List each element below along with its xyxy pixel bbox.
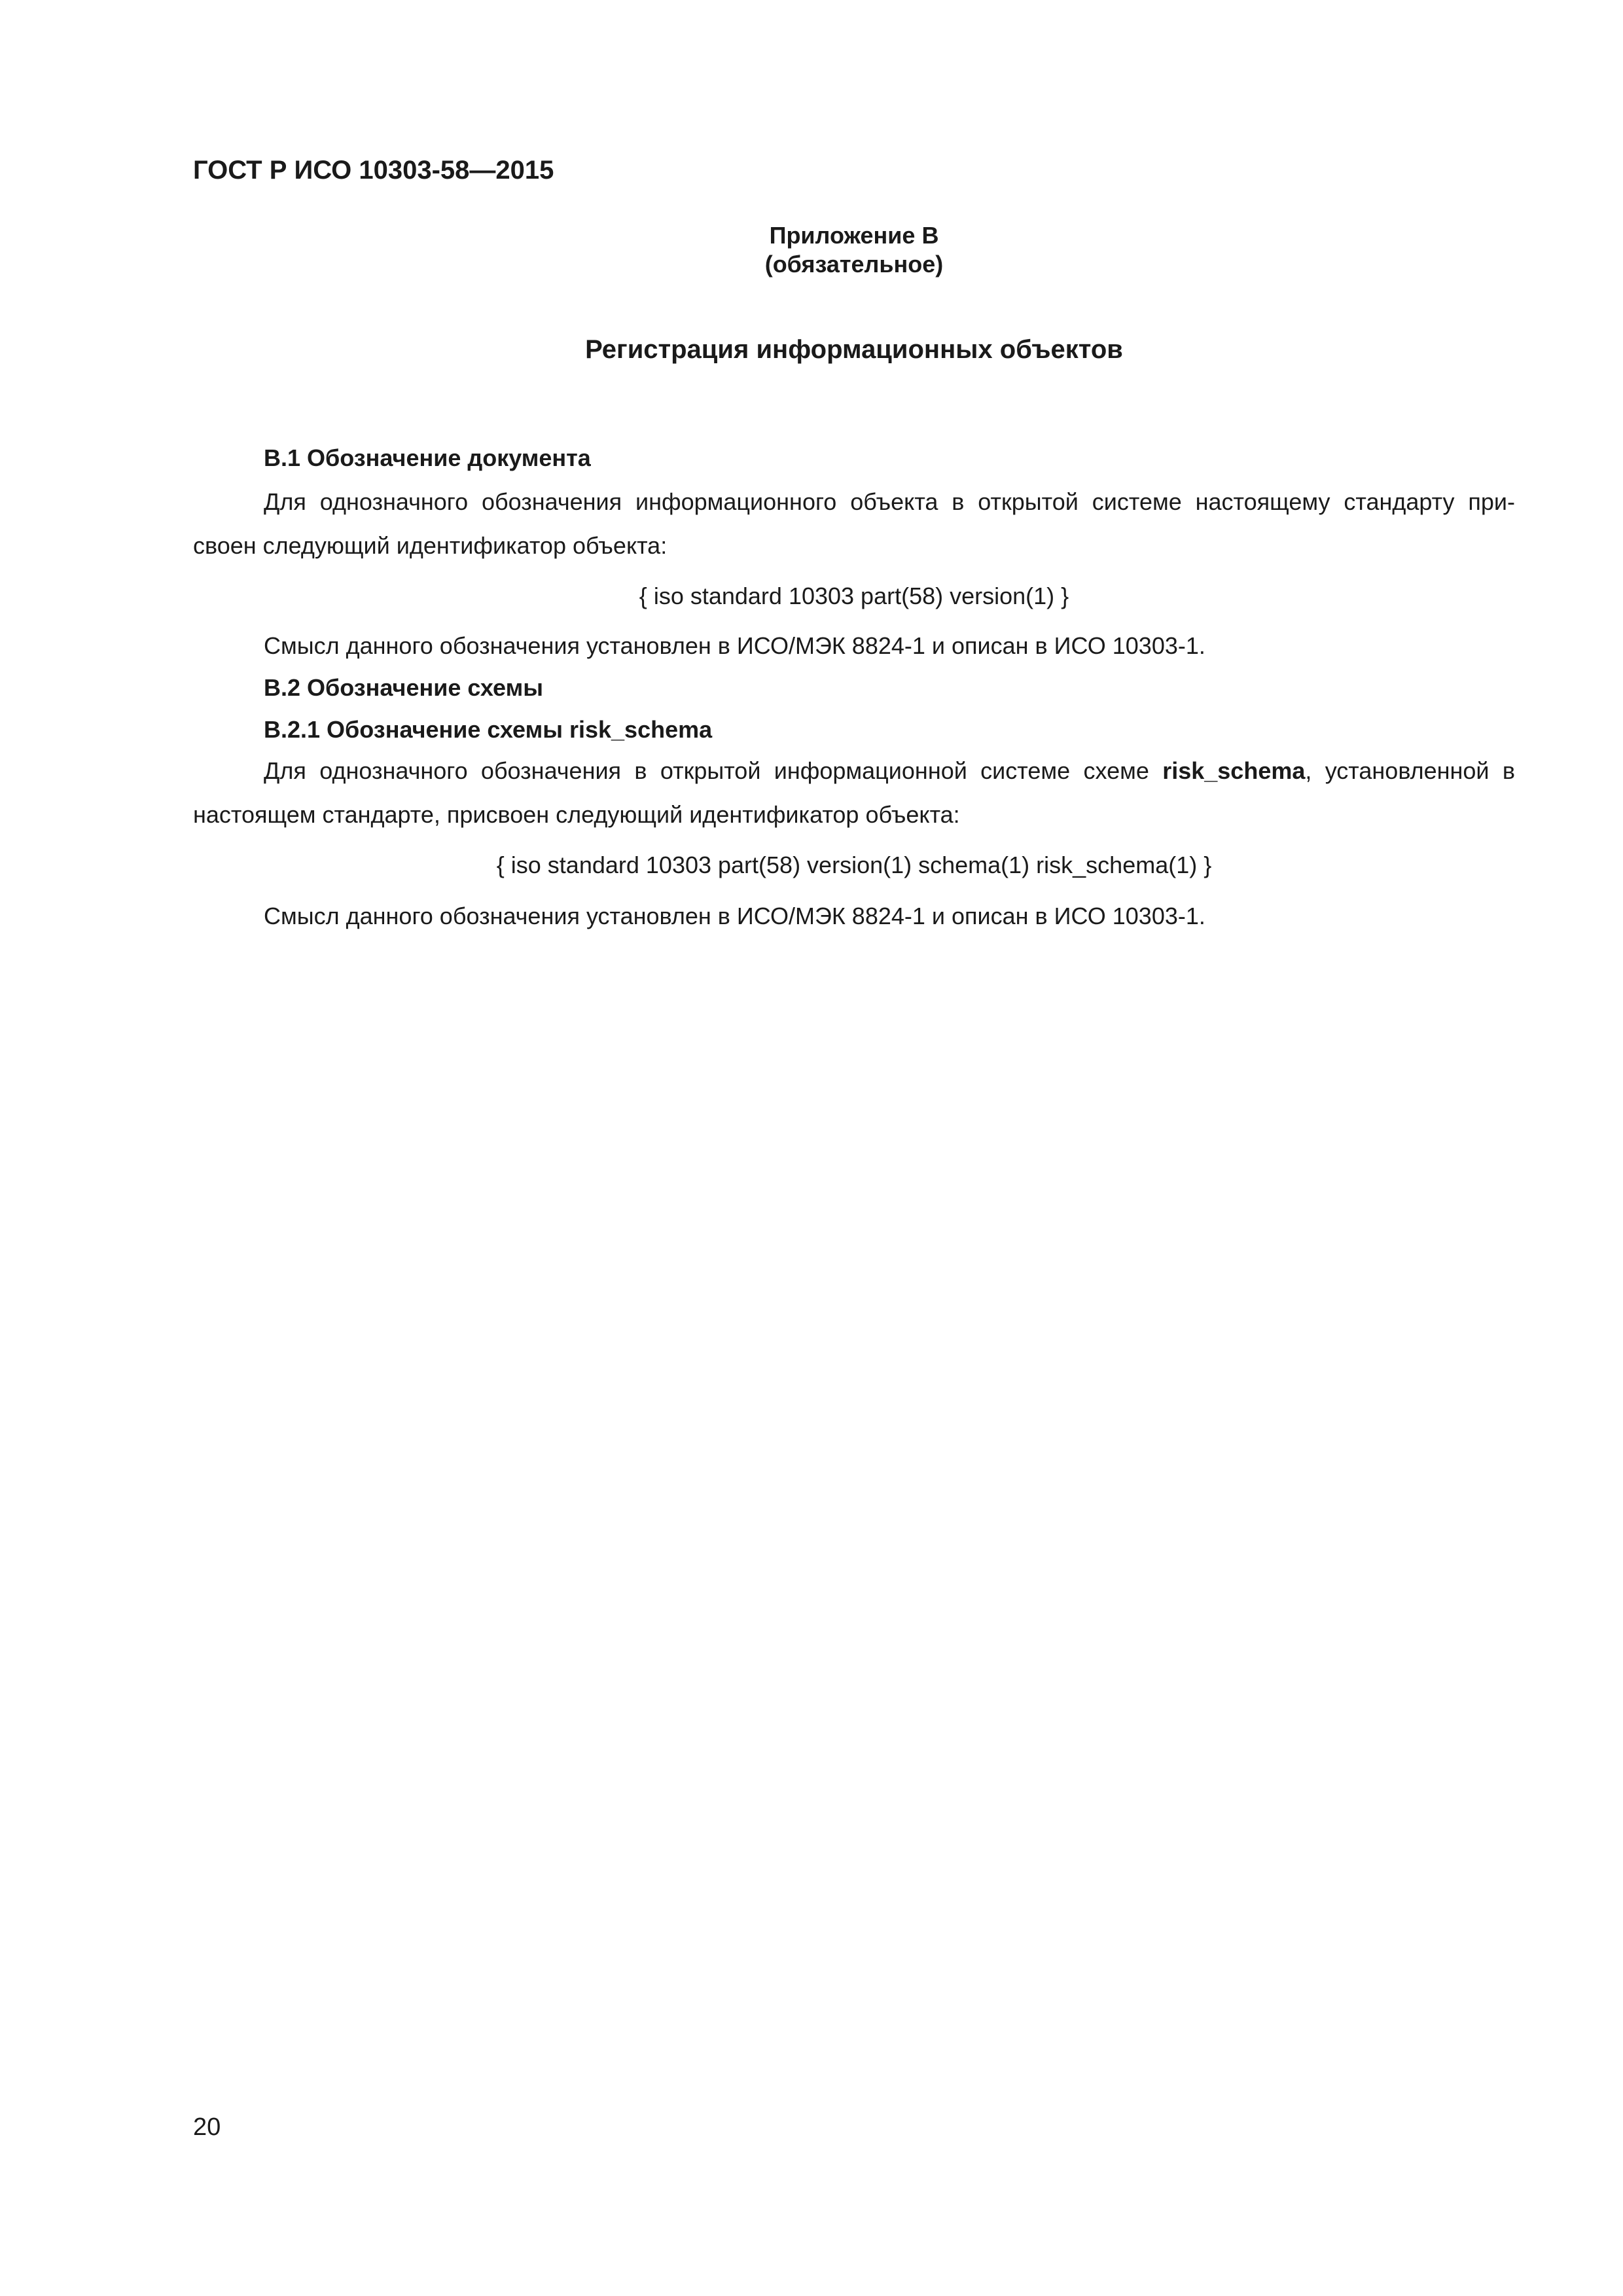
appendix-main-title: Регистрация информационных объектов (585, 335, 1123, 364)
section-b1-paragraph-line-2: своен следующий идентификатор объекта: (193, 532, 668, 559)
document-code-header: ГОСТ Р ИСО 10303-58—2015 (193, 156, 554, 185)
section-b2-1-heading: В.2.1 Обозначение схемы risk_schema (264, 716, 713, 743)
section-b2-1-paragraph-line-1 (264, 757, 1515, 785)
paragraph-text-start: Для однозначного обозначения в открытой информационной системе схеме (264, 757, 1163, 784)
section-b1-paragraph-line-1: Для однозначного обозначения информационного объекта в открытой системе настоящему стандарту при- (264, 488, 1515, 515)
page-number: 20 (193, 2113, 221, 2141)
section-b1-heading: В.1 Обозначение документа (264, 444, 591, 471)
section-b2-1-paragraph-line-2: настоящем стандарте, присвоен следующий идентификатор объекта: (193, 801, 960, 828)
section-b2-1-identifier: { iso standard 10303 part(58) version(1) schema(1) risk_schema(1) } (496, 852, 1212, 878)
section-b2-1-meaning: Смысл данного обозначения установлен в ИСО/МЭК 8824-1 и описан в ИСО 10303-1. (264, 903, 1205, 929)
appendix-title: Приложение В (769, 222, 939, 249)
section-b2-heading: В.2 Обозначение схемы (264, 674, 543, 701)
section-b1-meaning: Смысл данного обозначения установлен в ИСО/МЭК 8824-1 и описан в ИСО 10303-1. (264, 632, 1205, 659)
paragraph-text-end: , установленной в (1305, 757, 1515, 784)
appendix-status: (обязательное) (764, 251, 944, 278)
section-b1-identifier: { iso standard 10303 part(58) version(1) } (639, 583, 1069, 609)
schema-name-bold: risk_schema (1162, 757, 1306, 784)
